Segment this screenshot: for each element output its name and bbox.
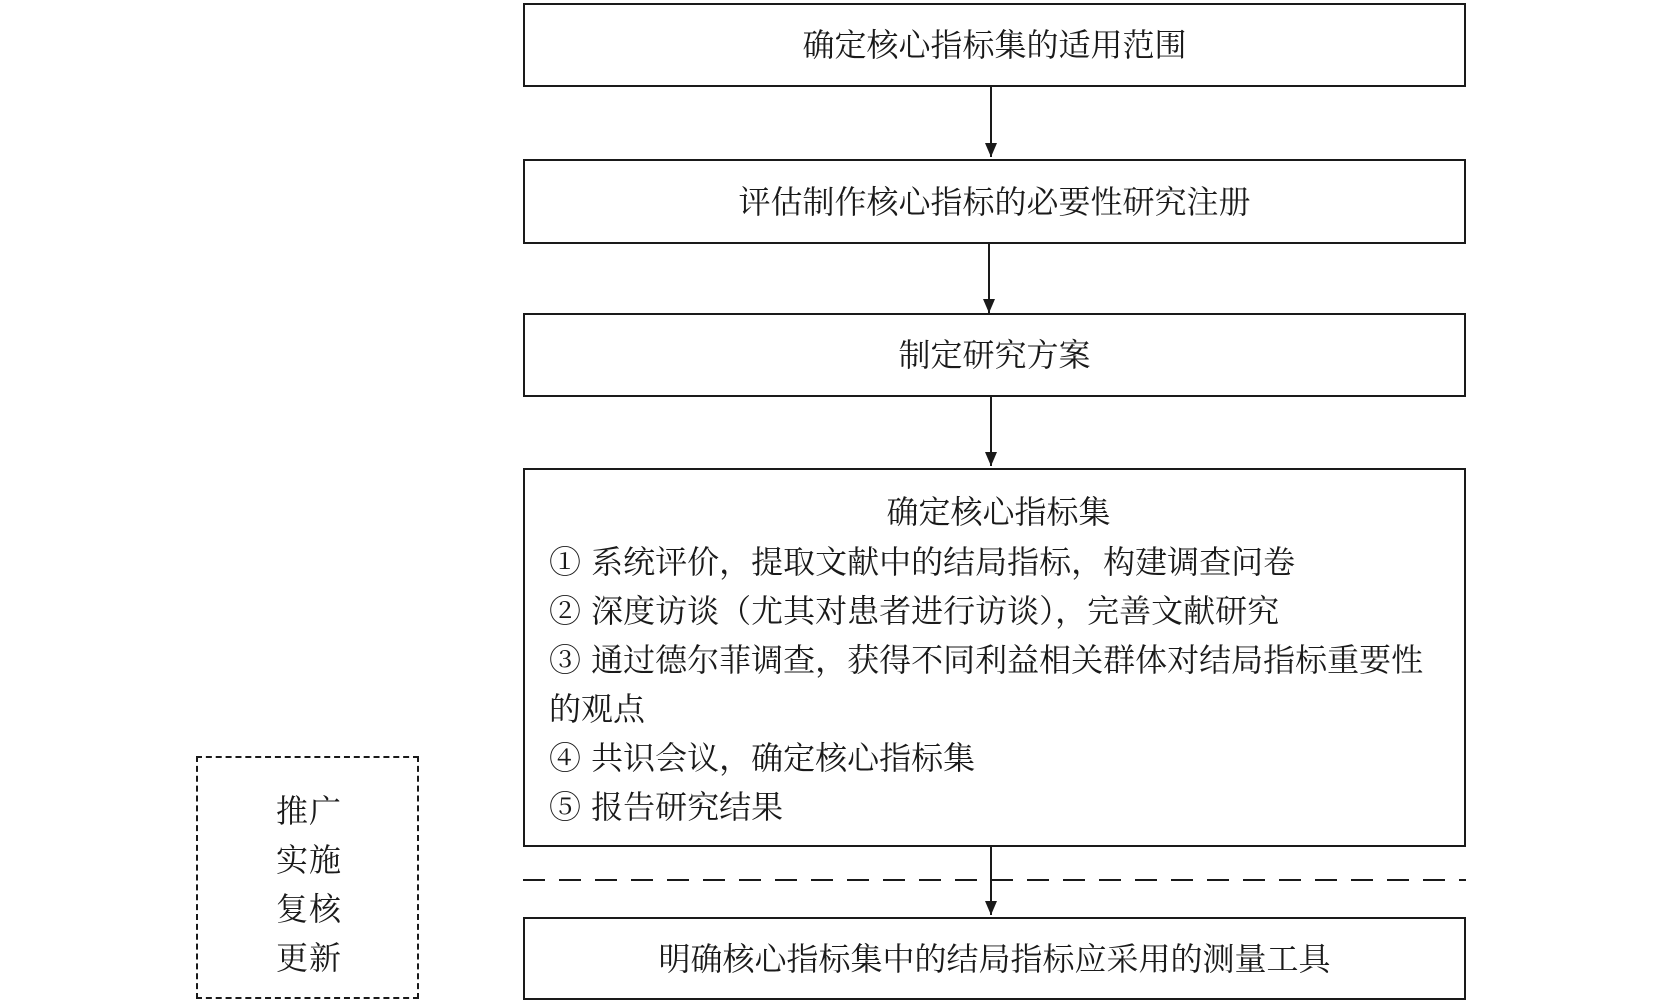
step-core-set-box — [523, 468, 1466, 847]
lifecycle-update: 更新 — [276, 939, 343, 977]
step-scope-box — [523, 3, 1466, 87]
arrowhead-2 — [983, 299, 995, 313]
core-set-step-5: ⑤ 报告研究结果 — [549, 788, 784, 826]
lifecycle-implement: 实施 — [276, 841, 343, 879]
lifecycle-review: 复核 — [276, 890, 343, 928]
core-set-step-3: ③ 通过德尔菲调查，获得不同利益相关群体对结局指标重要性的观点 — [549, 641, 1424, 728]
lifecycle-promote: 推广 — [276, 792, 343, 830]
core-set-step-2: ② 深度访谈（尤其对患者进行访谈），完善文献研究 — [549, 592, 1280, 630]
step-protocol-label: 制定研究方案 — [898, 336, 1091, 374]
step-necessity-box — [523, 159, 1466, 244]
step-measurement-box — [523, 917, 1466, 1000]
lifecycle-box — [196, 756, 419, 999]
step-core-set-title: 确定核心指标集 — [886, 493, 1111, 531]
core-set-step-1: ① 系统评价，提取文献中的结局指标，构建调查问卷 — [549, 543, 1296, 581]
step-necessity-label: 评估制作核心指标的必要性研究注册 — [738, 182, 1251, 221]
step-measurement-label: 明确核心指标集中的结局指标应采用的测量工具 — [658, 939, 1331, 978]
arrowhead-3 — [985, 452, 997, 466]
core-set-step-4: ④ 共识会议，确定核心指标集 — [549, 739, 976, 777]
step-protocol-box — [523, 313, 1466, 397]
arrowhead-1 — [985, 143, 997, 157]
arrowhead-4 — [985, 901, 997, 915]
step-scope-label: 确定核心指标集的适用范围 — [802, 26, 1187, 64]
